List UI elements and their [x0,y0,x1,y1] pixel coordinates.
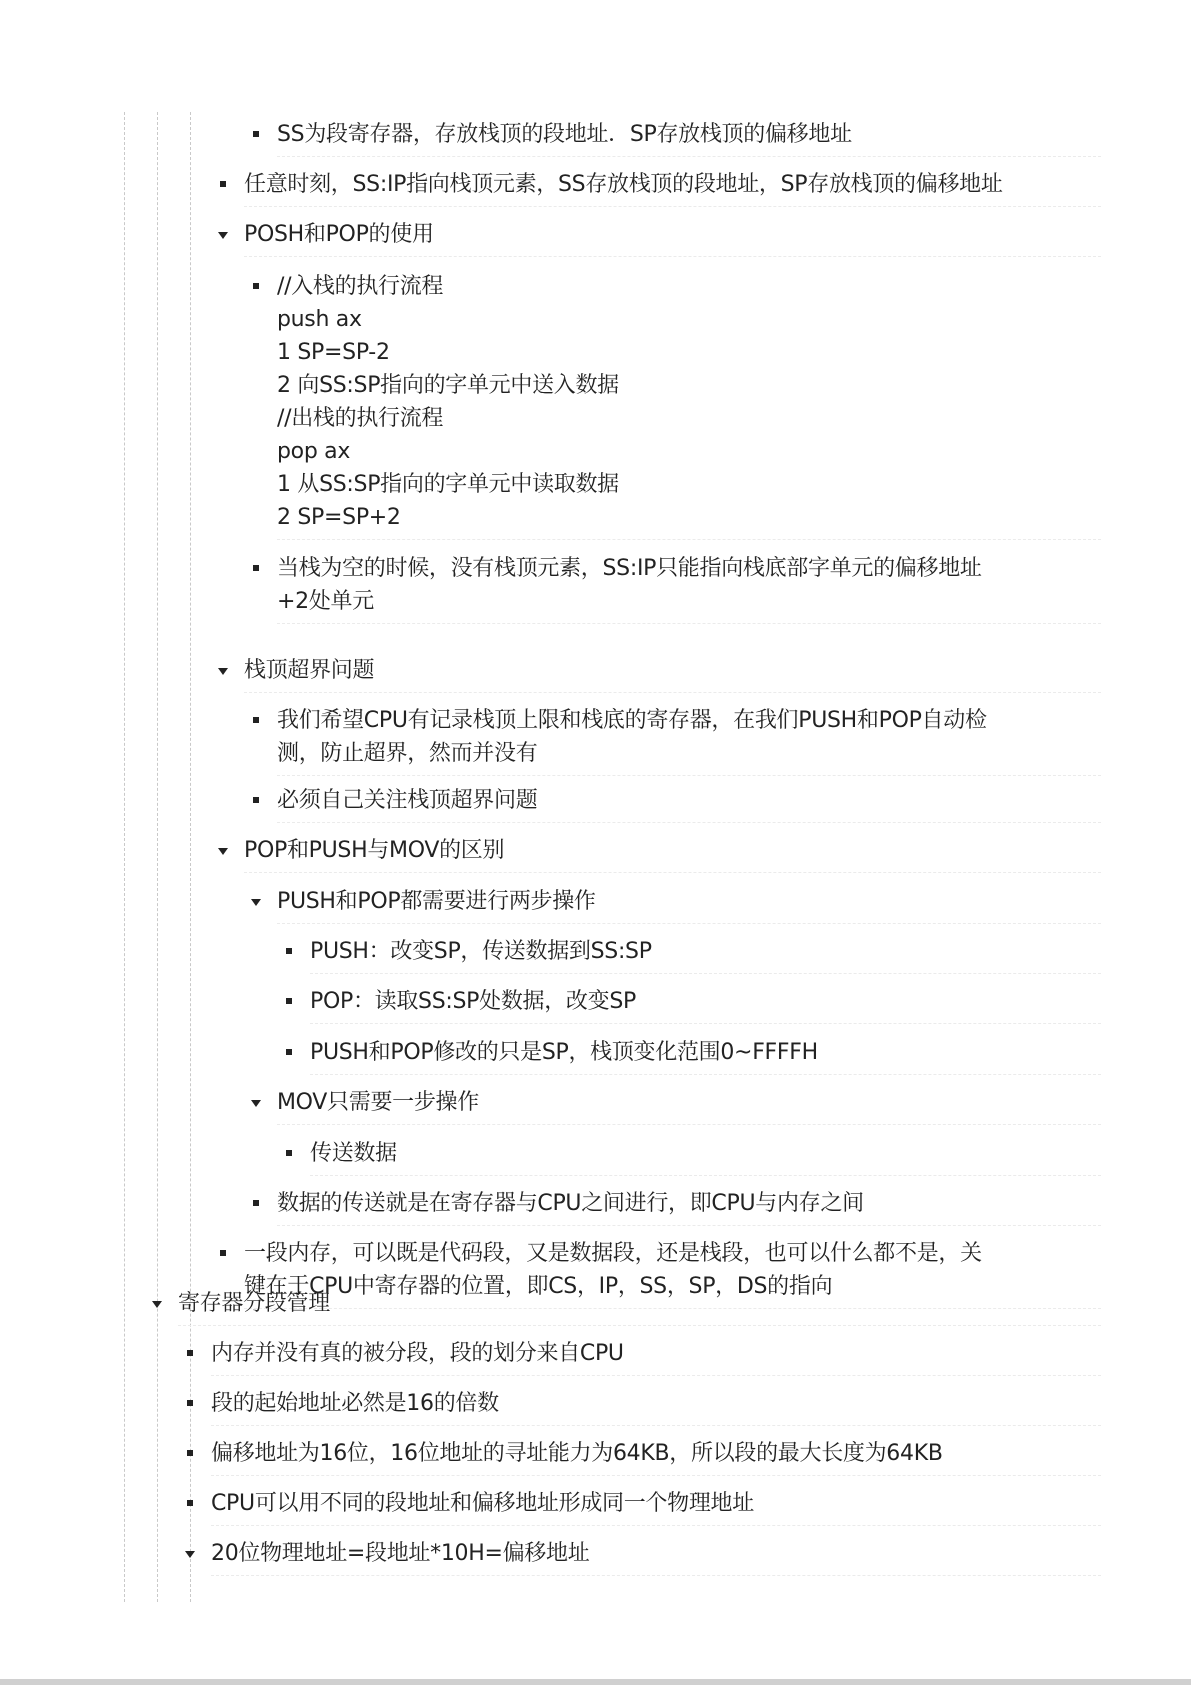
outline-item [0,834,1191,873]
outline-item-text: 1 从SS:SP指向的字单元中读取数据 [277,472,619,497]
outline-item [0,784,1191,823]
outline-item-text: 内存并没有真的被分段，段的划分来自CPU [211,1341,624,1366]
outline-item [0,704,1191,776]
row-separator [277,822,1101,823]
outline-item [0,218,1191,257]
row-separator [211,1375,1101,1376]
outline-item [0,1086,1191,1125]
outline-item-text: 当栈为空的时候，没有栈顶元素，SS:IP只能指向栈底部字单元的偏移地址 [277,556,982,581]
outline-item-text: 20位物理地址=段地址*10H=偏移地址 [211,1541,590,1566]
outline-item-text: 数据的传送就是在寄存器与CPU之间进行，即CPU与内存之间 [277,1191,864,1216]
outline-item-text: 任意时刻，SS:IP指向栈顶元素，SS存放栈顶的段地址，SP存放栈顶的偏移地址 [244,172,1003,197]
row-separator [277,775,1101,776]
outline-item-text: 2 向SS:SP指向的字单元中送入数据 [277,373,619,398]
outline-item-text: pop ax [277,439,351,464]
bullet-icon [286,1150,292,1156]
outline-item-text: 传送数据 [310,1141,397,1166]
bullet-icon [253,1200,259,1206]
bullet-icon [286,1049,292,1055]
collapse-toggle-icon[interactable] [218,668,228,675]
outline-item-text: 我们希望CPU有记录栈顶上限和栈底的寄存器，在我们PUSH和POP自动检 [277,708,987,733]
bullet-icon [187,1450,193,1456]
collapse-toggle-icon[interactable] [218,848,228,855]
collapse-toggle-icon[interactable] [251,899,261,906]
outline-item [0,935,1191,974]
collapse-toggle-icon[interactable] [218,232,228,239]
outline-item [0,1437,1191,1476]
outline-item [0,1187,1191,1226]
outline-item [0,1487,1191,1526]
row-separator [277,623,1101,624]
row-separator [211,1525,1101,1526]
outline-item-text: POP：读取SS:SP处数据，改变SP [310,989,636,1014]
row-separator [277,156,1101,157]
row-separator [211,1425,1101,1426]
outline-item-text: PUSH和POP都需要进行两步操作 [277,889,596,914]
row-separator [244,872,1101,873]
row-separator [178,1325,1101,1326]
outline-item-text: +2处单元 [277,589,374,614]
outline-item-text: CPU可以用不同的段地址和偏移地址形成同一个物理地址 [211,1491,754,1516]
bullet-icon [253,131,259,137]
row-separator [277,923,1101,924]
outline-item-text: push ax [277,307,362,332]
bullet-icon [253,717,259,723]
outline-item-text: 键在于CPU中寄存器的位置，即CS，IP，SS，SP，DS的指向 [244,1274,833,1299]
outline-item-text: 寄存器分段管理 [178,1291,330,1316]
outline-item-text: 一段内存，可以既是代码段，又是数据段，还是栈段，也可以什么都不是，关 [244,1241,982,1266]
page-bottom-edge [0,1679,1191,1685]
outline-item [0,1036,1191,1075]
outline-item-text: MOV只需要一步操作 [277,1090,479,1115]
outline-item [0,985,1191,1024]
outline-item [0,552,1191,624]
row-separator [310,1023,1101,1024]
row-separator [277,1225,1101,1226]
outline-item [0,1137,1191,1176]
outline-item [0,885,1191,924]
bullet-icon [220,1250,226,1256]
outline-item [0,168,1191,207]
row-separator [211,1575,1101,1576]
bullet-icon [187,1400,193,1406]
outline-item-text: 偏移地址为16位，16位地址的寻址能力为64KB，所以段的最大长度为64KB [211,1441,943,1466]
collapse-toggle-icon[interactable] [152,1301,162,1308]
row-separator [277,539,1101,540]
outline-item [0,270,1191,540]
outline-item-text: PUSH：改变SP，传送数据到SS:SP [310,939,652,964]
row-separator [244,256,1101,257]
outline-item [0,1387,1191,1426]
row-separator [277,1124,1101,1125]
outline-item [0,118,1191,157]
bullet-icon [187,1500,193,1506]
bullet-icon [220,181,226,187]
row-separator [310,973,1101,974]
outline-item [0,1537,1191,1576]
collapse-toggle-icon[interactable] [185,1551,195,1558]
bullet-icon [253,283,259,289]
outline-item-text: SS为段寄存器，存放栈顶的段地址．SP存放栈顶的偏移地址 [277,122,852,147]
outline-item [0,654,1191,693]
outline-item [0,1287,1191,1326]
outline-item-text: //入栈的执行流程 [277,274,444,299]
collapse-toggle-icon[interactable] [251,1100,261,1107]
outline-item-text: 测，防止超界，然而并没有 [277,741,538,766]
bullet-icon [286,998,292,1004]
bullet-icon [187,1350,193,1356]
outline-item-text: POP和PUSH与MOV的区别 [244,838,505,863]
outline-item [0,1337,1191,1376]
outline-item-text: PUSH和POP修改的只是SP，栈顶变化范围0~FFFFH [310,1040,818,1065]
bullet-icon [253,565,259,571]
bullet-icon [286,948,292,954]
outline-item-text: 必须自己关注栈顶超界问题 [277,788,538,813]
outline-item-text: 1 SP=SP-2 [277,340,390,365]
outline-item-text: POSH和POP的使用 [244,222,434,247]
outline-item-text: //出栈的执行流程 [277,406,444,431]
row-separator [310,1175,1101,1176]
row-separator [310,1074,1101,1075]
outline-item-text: 栈顶超界问题 [244,658,375,683]
row-separator [244,692,1101,693]
bullet-icon [253,797,259,803]
outline-item-text: 2 SP=SP+2 [277,505,401,530]
row-separator [211,1475,1101,1476]
outline-item-text: 段的起始地址必然是16的倍数 [211,1391,499,1416]
row-separator [244,206,1101,207]
